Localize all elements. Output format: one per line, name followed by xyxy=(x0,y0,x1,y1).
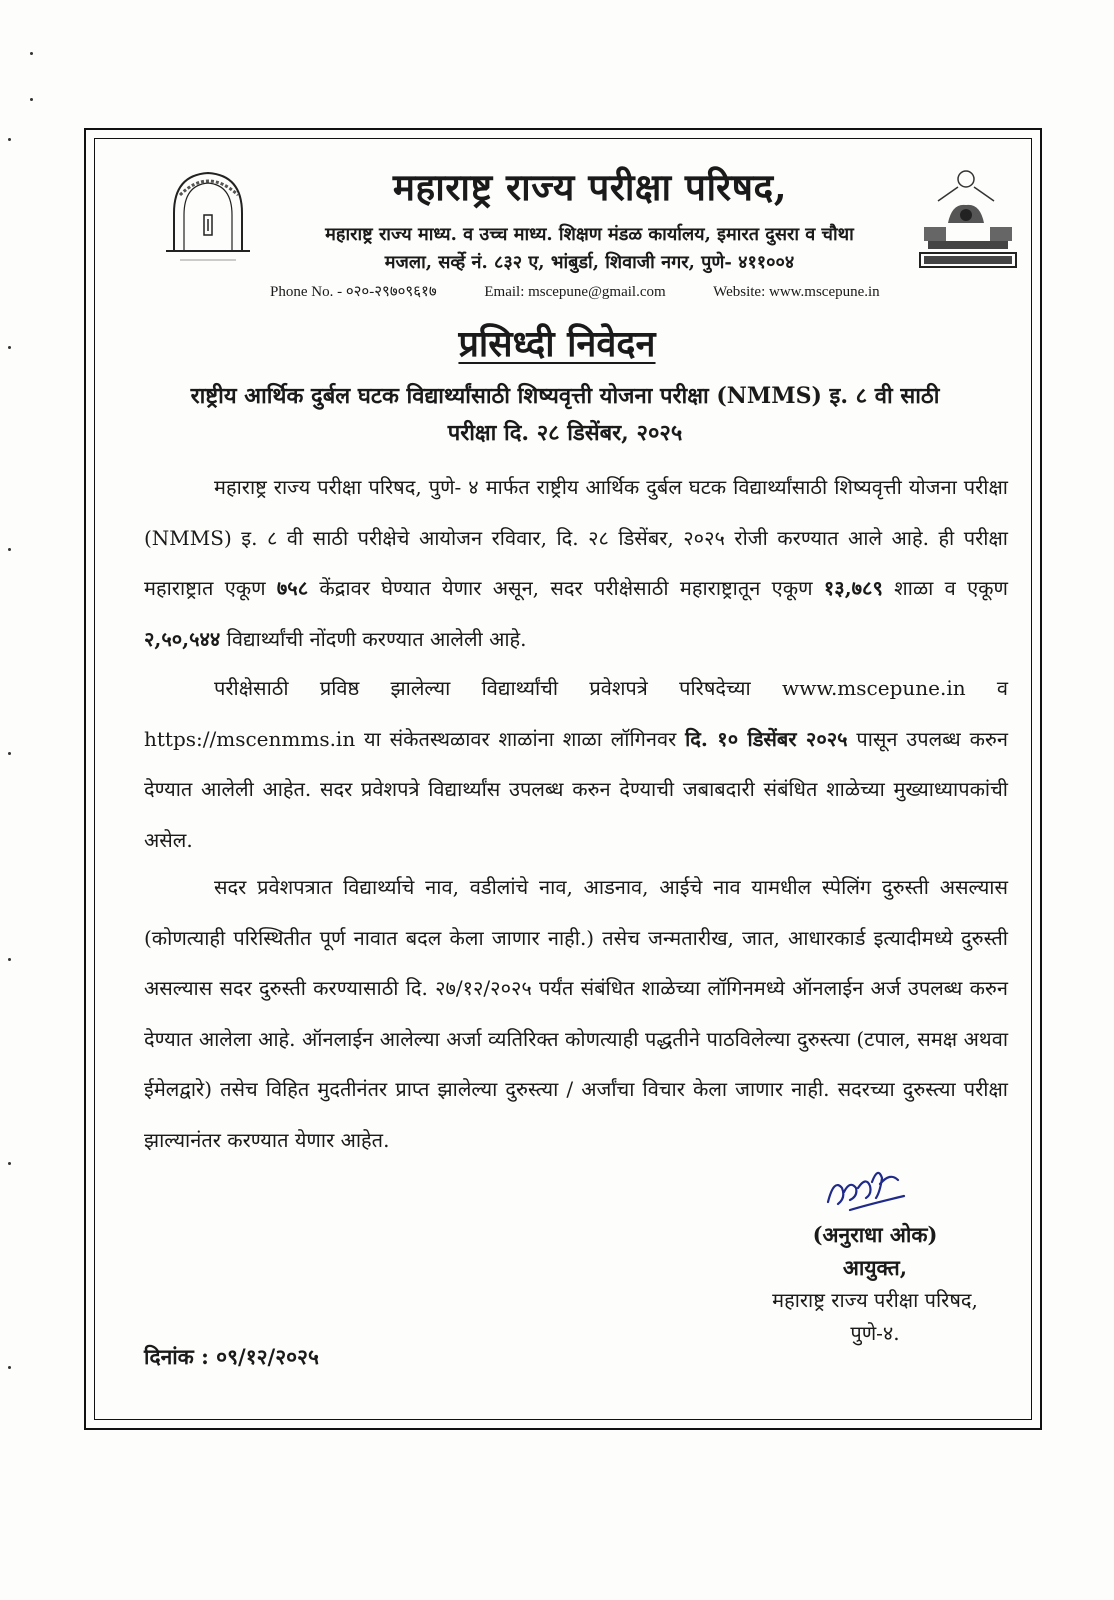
scan-speck xyxy=(8,1366,11,1369)
address-line-2: मजला, सर्व्हे नं. ८३२ ए, भांबुर्डा, शिवाजी नगर, पुणे- ४११००४ xyxy=(384,252,795,273)
p2-text-c: पासून उपलब्ध करुन देण्यात आलेली आहेत. सदर प्रवेशपत्रे विद्यार्थ्यांस उपलब्ध करुन देण्याची जबाबदारी संबंधित शाळेच्या मुख्याध्यापकांची असेल. xyxy=(144,726,1008,852)
signatory-title: आयुक्त, xyxy=(842,1255,908,1280)
council-seal-icon xyxy=(160,165,256,265)
p1-text-c: केंद्रावर घेण्यात येणार असून, सदर परीक्षेसाठी महाराष्ट्रातून एकूण xyxy=(308,576,824,600)
admit-card-date: दि. १० डिसेंबर २०२५ xyxy=(685,726,848,751)
school-count: १३,७८९ xyxy=(823,576,883,600)
body-paragraph-2 xyxy=(144,663,1008,865)
organization-name: महाराष्ट्र राज्य परीक्षा परिषद, xyxy=(392,165,788,209)
scan-speck xyxy=(8,1162,11,1165)
center-count: ७५८ xyxy=(276,576,309,600)
scan-speck xyxy=(8,548,11,551)
notice-heading-text: प्रसिध्दी निवेदन xyxy=(458,323,656,365)
notice-subtitle-line-1: राष्ट्रीय आर्थिक दुर्बल घटक विद्यार्थ्यांसाठी शिष्यवृत्ती योजना परीक्षा (NMMS) इ. ८ वी साठी xyxy=(190,383,940,409)
signature-icon xyxy=(820,1158,910,1218)
scan-speck xyxy=(30,52,33,55)
state-emblem-icon xyxy=(918,165,1018,273)
signatory-organization: महाराष्ट्र राज्य परीक्षा परिषद, xyxy=(772,1288,978,1312)
contact-line xyxy=(270,281,960,301)
notice-heading xyxy=(320,318,794,367)
scan-speck xyxy=(8,138,11,141)
p1-text-a: महाराष्ट्र राज्य परीक्षा परिषद, पुणे- ४ मार्फत राष्ट्रीय आर्थिक दुर्बल घटक विद्यार्थ्यांसाठी शिष्यवृत्ती योजना परीक्षा (NMMS) इ. ८ वी साठी परीक्षेचे आयोजन रविवार, दि. २८ डिसेंबर, २०२५ रोजी करण्यात आले आहे. ही परीक्षा महाराष्ट्रात एकूण xyxy=(144,475,1008,600)
signatory-block xyxy=(740,1218,1010,1350)
email-address: Email: mscepune@gmail.com xyxy=(484,284,666,300)
p1-text-e: शाळा व एकूण xyxy=(882,576,1008,600)
student-count: २,५०,५४४ xyxy=(144,626,221,651)
p2-text-a: परीक्षेसाठी प्रविष्ठ झालेल्या विद्यार्थ्यांची प्रवेशपत्रे परिषदेच्या www.mscepune.in व https://mscenmms.in या संकेतस्थळावर शाळांना शाळा लॉगिनवर xyxy=(144,676,1008,751)
scan-speck xyxy=(30,98,33,101)
body-paragraph-3: सदर प्रवेशपत्रात विद्यार्थ्याचे नाव, वडीलांचे नाव, आडनाव, आईचे नाव यामधील स्पेलिंग दुरुस्ती असल्यास (कोणत्याही परिस्थितीत पूर्ण नावात बदल केला जाणार नाही.) तसेच जन्मतारीख, जात, आधारकार्ड इत्यादीमध्ये दुरुस्ती असल्यास सदर दुरुस्ती करण्यासाठी दि. २७/१२/२०२५ पर्यंत संबंधित शाळेच्या लॉगिनमध्ये ऑनलाईन अर्ज उपलब्ध करुन देण्यात आलेला आहे. ऑनलाईन आलेल्या अर्जा व्यतिरिक्त कोणत्याही पद्धतीने पाठविलेल्या दुरुस्त्या (टपाल, समक्ष अथवा ईमेलद्वारे) तसेच विहित मुदतीनंतर प्राप्त झालेल्या दुरुस्त्या / अर्जांचा विचार केला जाणार नाही. सदरच्या दुरुस्त्या परीक्षा झाल्यानंतर करण्यात येणार आहेत. xyxy=(144,875,1008,1152)
issue-date: दिनांक : ०९/१२/२०२५ xyxy=(144,1344,319,1369)
scan-speck xyxy=(8,752,11,755)
signatory-name: (अनुराधा ओक) xyxy=(812,1222,938,1247)
notice-subtitle-line-2: परीक्षा दि. २८ डिसेंबर, २०२५ xyxy=(447,420,683,446)
body-paragraph-1 xyxy=(144,462,1008,664)
website-link: Website: www.mscepune.in xyxy=(713,284,880,300)
scan-speck xyxy=(8,958,11,961)
signatory-city: पुणे-४. xyxy=(850,1321,900,1345)
scan-speck xyxy=(8,346,11,349)
phone-number: Phone No. - ०२०-२९७०९६१७ xyxy=(270,284,437,300)
p1-text-g: विद्यार्थ्यांची नोंदणी करण्यात आलेली आहे. xyxy=(220,626,527,651)
address-line-1: महाराष्ट्र राज्य माध्य. व उच्च माध्य. शिक्षण मंडळ कार्यालय, इमारत दुसरा व चौथा xyxy=(325,224,854,245)
